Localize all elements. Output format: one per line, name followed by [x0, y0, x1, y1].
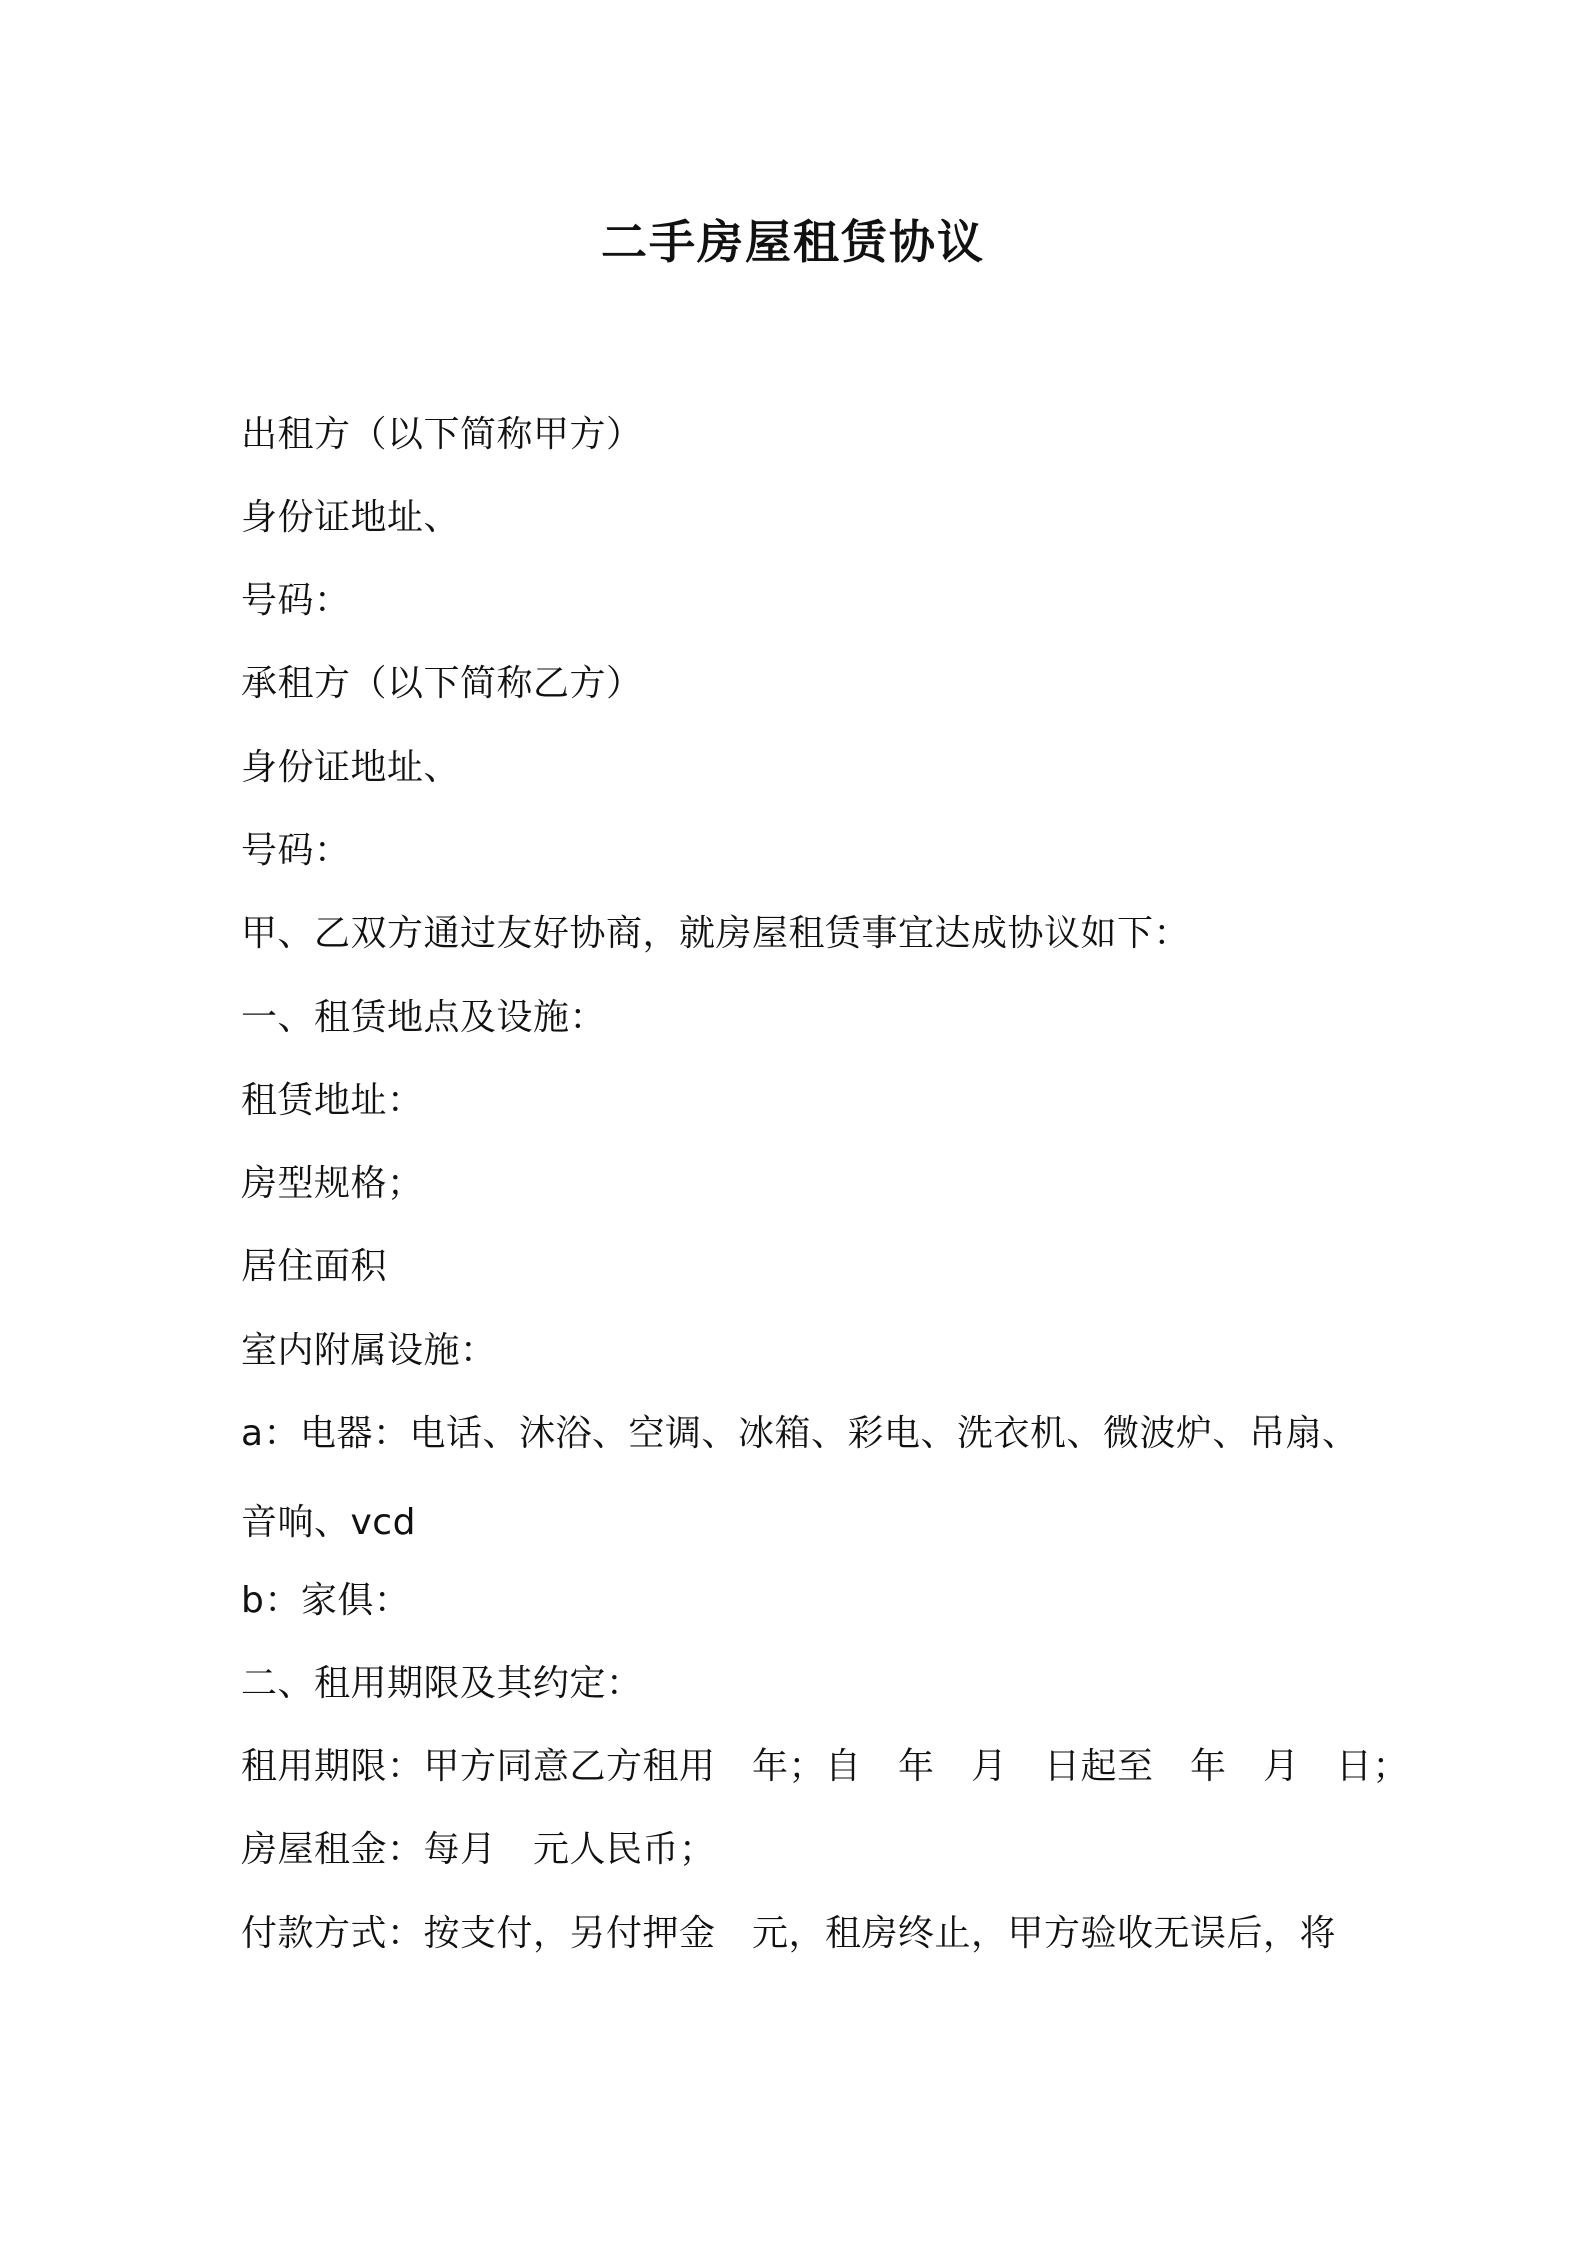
lessee-id-number-line: 号码： [241, 830, 351, 871]
lease-term-line: 租用期限：甲方同意乙方租用 年；自 年 月 日起至 年 月 日； [241, 1746, 1410, 1787]
furniture-line: b：家俱： [241, 1580, 411, 1621]
section-one-heading: 一、租赁地点及设施： [241, 997, 607, 1038]
rent-line: 房屋租金：每月 元人民币； [241, 1829, 716, 1870]
agreement-intro-line: 甲、乙双方通过友好协商，就房屋租赁事宜达成协议如下： [241, 913, 1191, 954]
lessee-id-address-line: 身份证地址、 [241, 747, 461, 788]
room-type-line: 房型规格； [241, 1163, 424, 1204]
payment-method-line: 付款方式：按支付，另付押金 元，租房终止，甲方验收无误后，将 [241, 1913, 1337, 1954]
lessor-id-address-line: 身份证地址、 [241, 497, 461, 538]
lessor-line: 出租方（以下简称甲方） [241, 414, 643, 455]
section-two-heading: 二、租用期限及其约定： [241, 1663, 643, 1704]
lessor-id-number-line: 号码： [241, 580, 351, 621]
appliances-line-cont: 音响、vcd [241, 1502, 416, 1543]
living-area-line: 居住面积 [241, 1246, 388, 1287]
rental-address-line: 租赁地址： [241, 1080, 424, 1121]
lessee-line: 承租方（以下简称乙方） [241, 663, 643, 704]
facilities-line: 室内附属设施： [241, 1330, 497, 1371]
appliances-line: a：电器：电话、沐浴、空调、冰箱、彩电、洗衣机、微波炉、吊扇、 [241, 1413, 1359, 1454]
document-title: 二手房屋租赁协议 [601, 215, 985, 269]
